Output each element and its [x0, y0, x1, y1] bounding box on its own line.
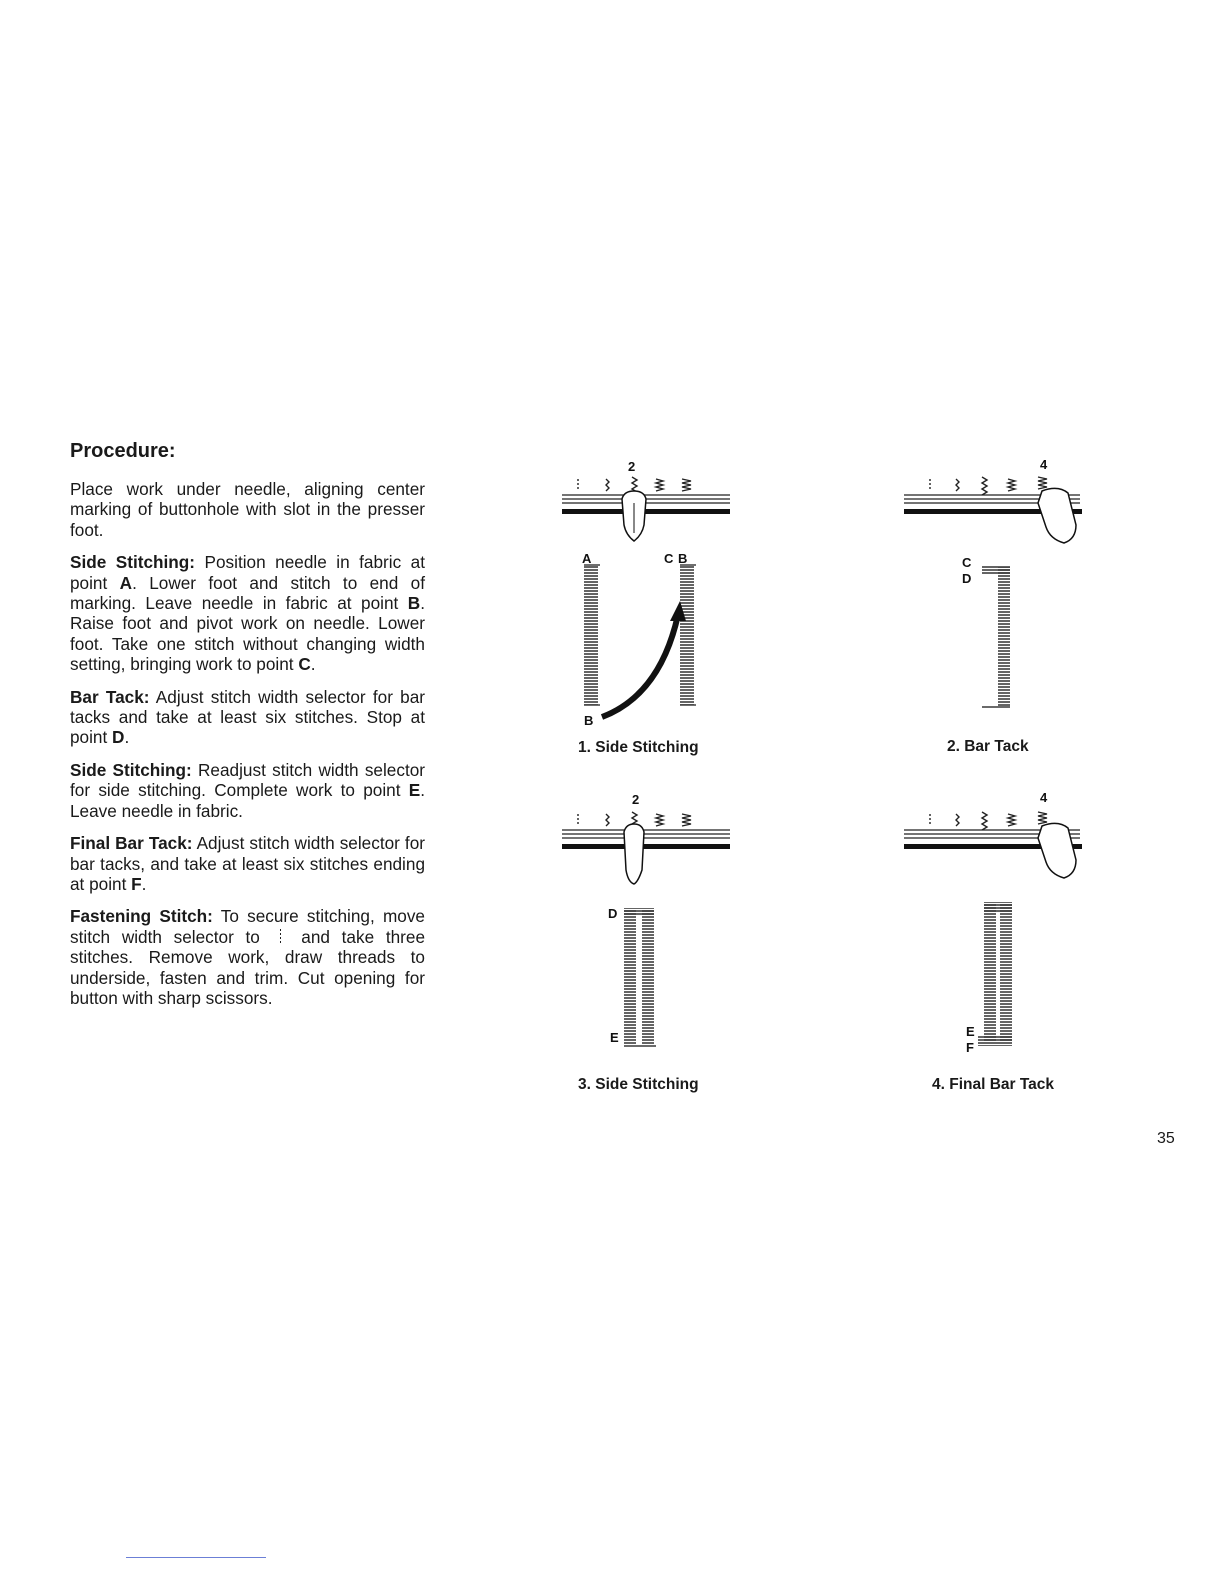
stitch-column-right: [1000, 904, 1012, 1042]
dial-number: 4: [1040, 790, 1048, 805]
stitch-column-left: [984, 904, 996, 1042]
figure-3-illustration: [560, 790, 740, 1060]
presser-foot-bar: [562, 844, 730, 849]
presser-bar: [562, 830, 730, 838]
stitch-dial-icon: [930, 812, 1047, 830]
pivot-arrow-icon: [602, 615, 678, 717]
figure-1-illustration: [560, 455, 740, 735]
dial-number: 2: [632, 792, 640, 807]
figure-4-final-bar-tack: [900, 790, 1100, 1100]
dial-number: 4: [1040, 457, 1048, 472]
stitch-column-right: [642, 910, 654, 1044]
figure-4-caption: 4. Final Bar Tack: [932, 1076, 1055, 1093]
figure-1-caption: 1. Side Stitching: [578, 739, 699, 756]
stitch-column-left: [624, 910, 636, 1044]
point-label-b-bottom: B: [584, 713, 594, 728]
bar-tack-top: [984, 902, 1012, 912]
stitch-dial-icon: [930, 477, 1047, 495]
presser-foot-icon: [624, 824, 644, 884]
bar-tack-stitches: [624, 908, 654, 916]
procedure-text: [70, 440, 425, 1020]
footer-rule: [126, 1557, 266, 1558]
stitch-column-left: [584, 565, 598, 705]
point-label-c: C: [664, 551, 674, 566]
straight-stitch-symbol-icon: [278, 929, 284, 945]
point-label-d: D: [608, 906, 618, 921]
presser-foot-icon: [1038, 488, 1076, 543]
page-number: 35: [1157, 1130, 1175, 1147]
point-label-e: E: [966, 1024, 975, 1039]
point-label-e: E: [610, 1030, 619, 1045]
point-label-d: D: [962, 571, 972, 586]
step-side-stitching-1: Side Stitching: Position needle in fabric at point A. Lower foot and stitch to end of marking. Leave needle in fabric at point B. Raise foot and pivot work on needle. Lower foot. Take one stitch without changing width setting, bringing work to point C.: [70, 552, 425, 675]
point-label-b-top: B: [678, 551, 688, 566]
stitch-column: [998, 567, 1010, 707]
point-label-a: A: [582, 551, 592, 566]
step-final-bar-tack: Final Bar Tack: Adjust stitch width selector for bar tacks, and take at least six stitches ending at point F.: [70, 833, 425, 894]
figure-2-caption: 2. Bar Tack: [947, 738, 1029, 755]
step-bar-tack: Bar Tack: Adjust stitch width selector for bar tacks and take at least six stitches. Stop at point D.: [70, 686, 425, 748]
point-label-f: F: [966, 1040, 974, 1055]
presser-foot-bar: [562, 509, 730, 514]
stitch-column-right: [680, 565, 694, 705]
figure-2-bar-tack: [900, 455, 1100, 765]
point-label-c: C: [962, 555, 972, 570]
bar-tack-stitches: [982, 565, 1010, 575]
intro-paragraph: Place work under needle, aligning center marking of buttonhole with slot in the presser foot.: [70, 479, 425, 540]
figure-3-caption: 3. Side Stitching: [578, 1076, 699, 1093]
step-fastening-stitch: Fastening Stitch: To secure stitching, move stitch width selector to and take three stitches. Remove work, draw threads to underside, fasten and trim. Cut opening for button with sharp scissors.: [70, 906, 425, 1008]
dial-number: 2: [628, 459, 636, 474]
procedure-heading: Procedure:: [70, 440, 176, 462]
figure-2-illustration: [900, 455, 1100, 735]
bar-tack-bottom: [978, 1036, 1012, 1046]
step-side-stitching-2: Side Stitching: Readjust stitch width selector for side stitching. Complete work to point E. Leave needle in fabric.: [70, 759, 426, 821]
presser-foot-icon: [1038, 823, 1076, 878]
figure-3-side-stitching: [560, 790, 740, 1100]
figure-1-side-stitching: [560, 455, 740, 765]
figure-4-illustration: [900, 790, 1100, 1060]
